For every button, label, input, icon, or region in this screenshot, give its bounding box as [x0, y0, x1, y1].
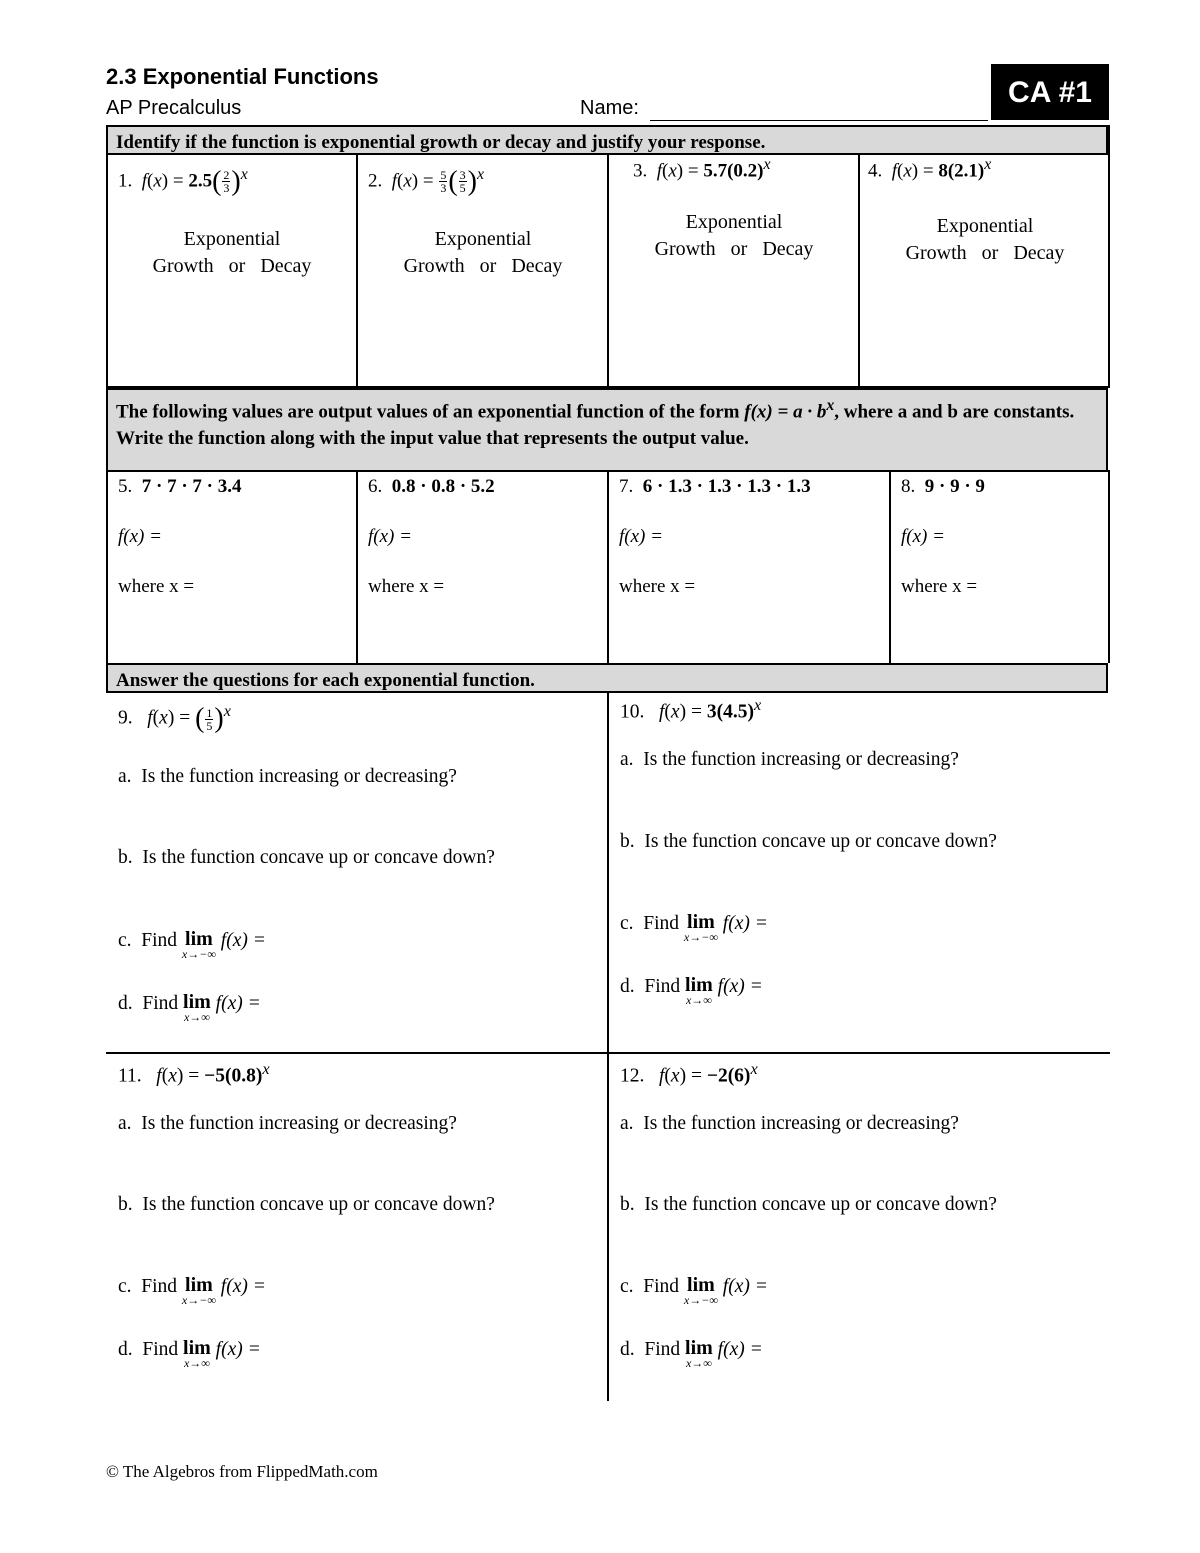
problem-2-function: 2. f(x) = $\frac{5}{3}$ ( $\frac{3}{5}$ )$^x$ — [368, 165, 485, 197]
divider — [889, 470, 891, 663]
problem-10-question-d: d. Find lim x→∞ f(x) = — [620, 974, 763, 1007]
problem-9-question-a: a. Is the function increasing or decreasing? — [118, 766, 457, 787]
divider — [356, 470, 358, 663]
divider — [106, 470, 108, 663]
problem-11-question-b: b. Is the function concave up or concave down? — [118, 1194, 495, 1215]
divider — [106, 1052, 1110, 1054]
section3-instruction: Answer the questions for each exponential function. — [106, 663, 1108, 693]
problem-11-question-c: c. Find lim x→−∞ f(x) = — [118, 1274, 266, 1307]
problem-9-question-b: b. Is the function concave up or concave down? — [118, 847, 495, 868]
problem-1-function: 1. f(x) = 2.5( $\frac{2}{3}$ )$^x$ — [118, 165, 248, 197]
problem-10-question-a: a. Is the function increasing or decreasing? — [620, 749, 959, 770]
footer-copyright: © The Algebros from FlippedMath.com — [106, 1462, 378, 1481]
course-name: AP Precalculus — [106, 97, 242, 119]
problem-9-function: 9. f(x) = ( $\frac{1}{5}$ )$^x$ — [118, 702, 231, 735]
problem-10-question-b: b. Is the function concave up or concave down? — [620, 831, 997, 852]
divider — [858, 153, 860, 388]
divider — [607, 691, 609, 1401]
problem-12-question-b: b. Is the function concave up or concave down? — [620, 1194, 997, 1215]
problem-6: 6. 0.8 · 0.8 · 5.2 f(x) = where x = — [368, 476, 495, 597]
problem-2-choice[interactable]: Exponential Growth or Decay — [403, 228, 563, 277]
problem-10-question-c: c. Find lim x→−∞ f(x) = — [620, 911, 768, 944]
problem-3-choice[interactable]: Exponential Growth or Decay — [654, 211, 814, 260]
problem-9-question-d: d. Find lim x→∞ f(x) = — [118, 991, 261, 1024]
name-blank-line[interactable] — [650, 120, 988, 121]
problem-10-function: 10. $f(x) = 3(4.5)^x$ — [620, 696, 762, 723]
problem-12-question-c: c. Find lim x→−∞ f(x) = — [620, 1274, 768, 1307]
section1-instruction: Identify if the function is exponential growth or decay and justify your response. — [106, 125, 1108, 155]
problem-1-choice[interactable]: Exponential Growth or Decay — [152, 228, 312, 277]
divider — [1108, 470, 1110, 663]
problem-12-question-d: d. Find lim x→∞ f(x) = — [620, 1337, 763, 1370]
problem-8: 8. 9 · 9 · 9 f(x) = where x = — [901, 476, 985, 597]
problem-11-function: 11. $f(x) = -5(0.8)^x$ — [118, 1060, 270, 1087]
assignment-badge: CA #1 — [991, 64, 1109, 120]
name-label: Name: — [580, 97, 639, 119]
problem-12-question-a: a. Is the function increasing or decreasing? — [620, 1113, 959, 1134]
problem-11-question-a: a. Is the function increasing or decreasing? — [118, 1113, 457, 1134]
problem-3-function: 3. $f(x) = 5.7(0.2)^x$ — [633, 156, 771, 182]
problem-9-question-c: c. Find lim x→−∞ f(x) = — [118, 928, 266, 961]
problem-11-question-d: d. Find lim x→∞ f(x) = — [118, 1337, 261, 1370]
problem-4-function: 4. $f(x) = 8(2.1)^x$ — [868, 156, 992, 182]
problem-4-choice[interactable]: Exponential Growth or Decay — [905, 215, 1065, 264]
problem-7: 7. 6 · 1.3 · 1.3 · 1.3 · 1.3 f(x) = where x = — [619, 476, 811, 597]
section2-instruction: The following values are output values of an exponential function of the form $f(x) = a \cdot b^x$, where a and b are constants. Write the function along with the input value that represents the output value. — [106, 388, 1108, 472]
problem-5: 5. 7 · 7 · 7 · 3.4 f(x) = where x = — [118, 476, 242, 597]
divider — [607, 470, 609, 663]
worksheet-title: 2.3 Exponential Functions — [106, 64, 379, 89]
problem-12-function: 12. $f(x) = -2(6)^x$ — [620, 1060, 758, 1087]
